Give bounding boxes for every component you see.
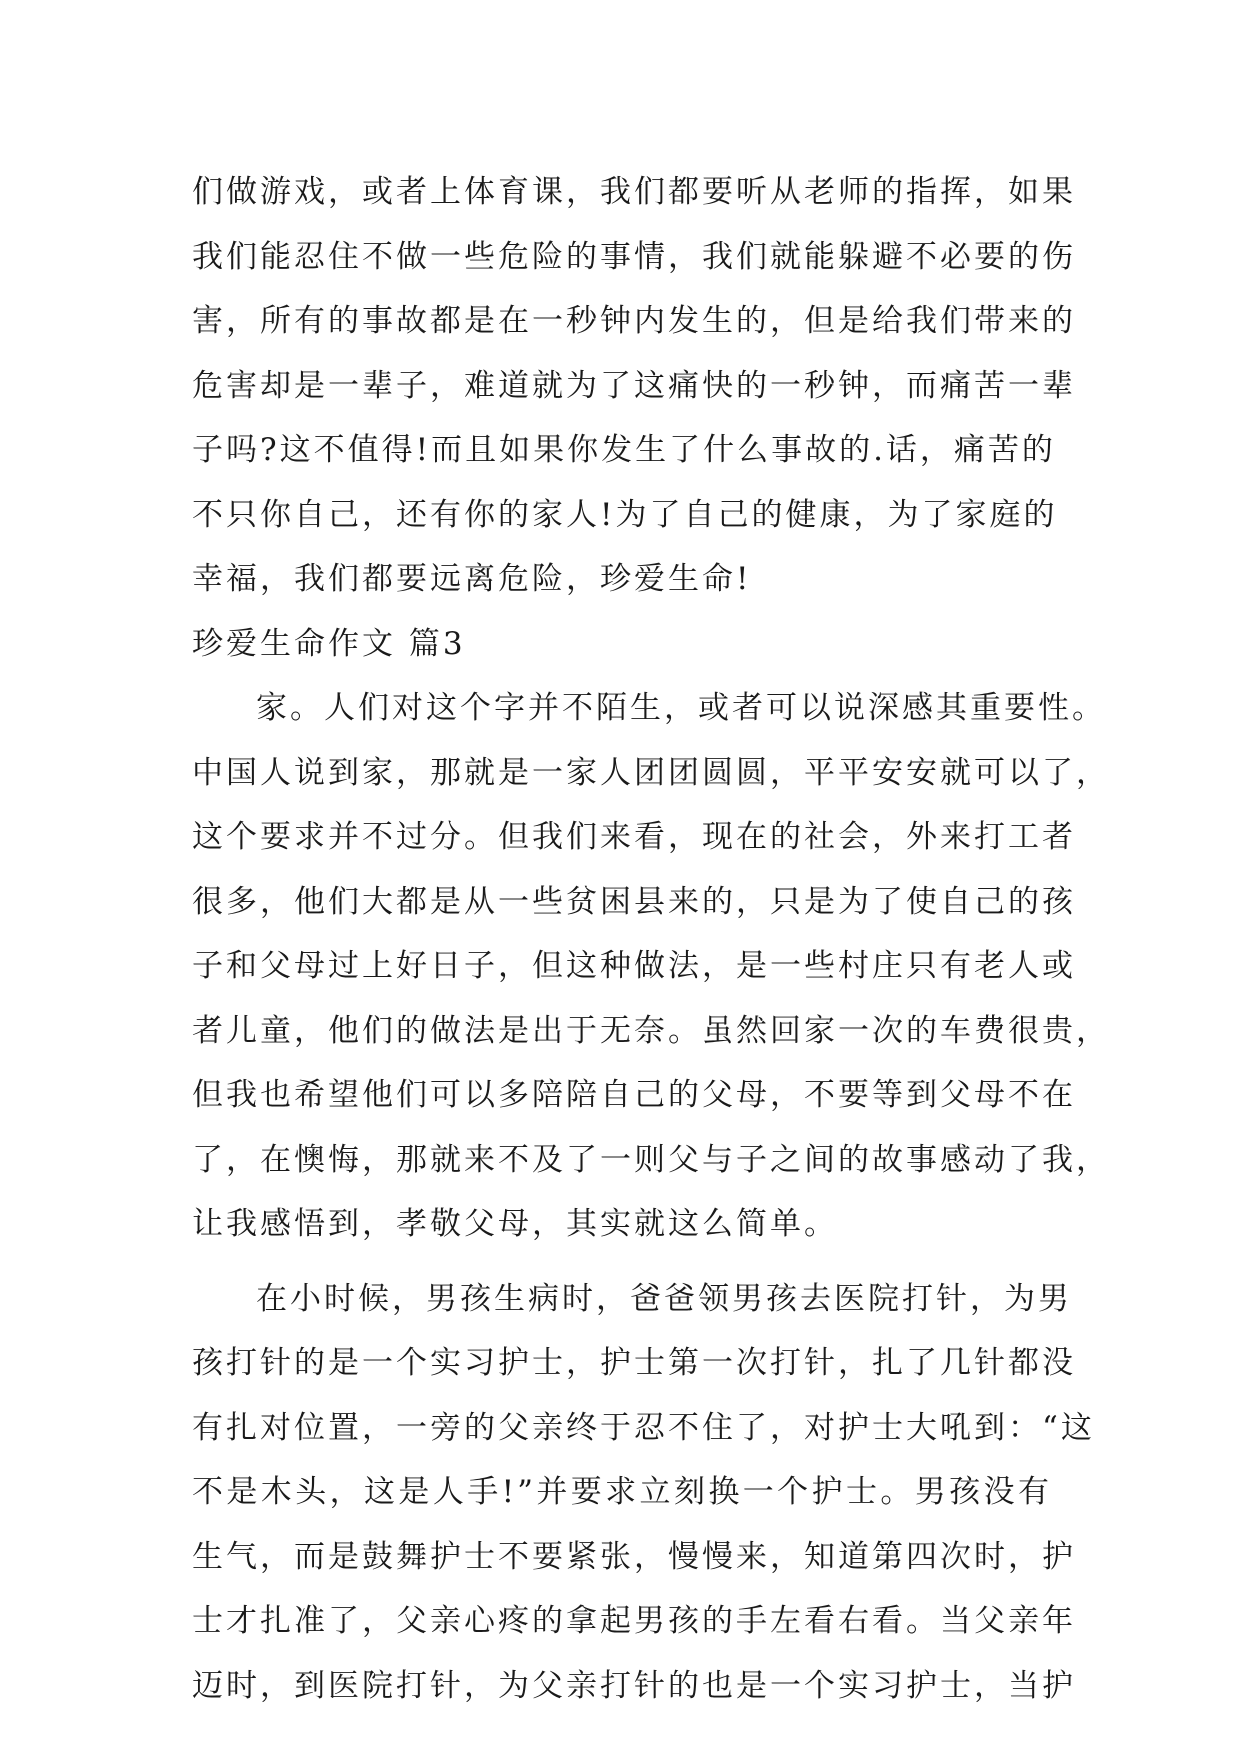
text-line: 不是木头，这是人手!”并要求立刻换一个护士。男孩没有 — [192, 1474, 1052, 1510]
text-line: 中国人说到家，那就是一家人团团圆圆，平平安安就可以了， — [192, 754, 1110, 791]
paragraph-spacer — [192, 1257, 1052, 1267]
text-line: 在小时候，男孩生病时，爸爸领男孩去医院打针，为男 — [256, 1280, 1072, 1317]
paragraph-story — [192, 1267, 1095, 1719]
text-line: 子吗?这不值得!而且如果你发生了什么事故的.话，痛苦的 — [192, 432, 1056, 468]
text-line: 但我也希望他们可以多陪陪自己的父母，不要等到父母不在 — [192, 1077, 1076, 1113]
text-line: 士才扎准了，父亲心疼的拿起男孩的手左看右看。当父亲年 — [192, 1603, 1076, 1639]
text-line: 了，在懊悔，那就来不及了一则父与子之间的故事感动了我， — [192, 1141, 1110, 1178]
text-line: 危害却是一辈子，难道就为了这痛快的一秒钟，而痛苦一辈 — [192, 367, 1076, 404]
section-heading: 珍爱生命作文 篇3 — [192, 625, 466, 662]
text-line: 迈时，到医院打针，为父亲打针的也是一个实习护士，当护 — [192, 1667, 1076, 1704]
text-line: 家。人们对这个字并不陌生，或者可以说深感其重要性。 — [256, 690, 1106, 726]
text-line: 子和父母过上好日子，但这种做法，是一些村庄只有老人或 — [192, 948, 1076, 984]
text-line: 幸福，我们都要远离危险，珍爱生命! — [192, 561, 752, 597]
text-line: 们做游戏，或者上体育课，我们都要听从老师的指挥，如果 — [192, 174, 1076, 210]
text-line: 不只你自己，还有你的家人!为了自己的健康，为了家庭的 — [192, 496, 1058, 533]
text-line: 孩打针的是一个实习护士，护士第一次打针，扎了几针都没 — [192, 1345, 1076, 1381]
text-line: 这个要求并不过分。但我们来看，现在的社会，外来打工者 — [192, 819, 1076, 855]
text-line: 我们能忍住不做一些危险的事情，我们就能躲避不必要的伤 — [192, 238, 1076, 275]
text-line: 很多，他们大都是从一些贫困县来的，只是为了使自己的孩 — [192, 883, 1076, 920]
document-body — [192, 160, 1110, 1718]
paragraph-continuation — [192, 160, 1076, 612]
paragraph-home — [192, 676, 1110, 1257]
text-line: 者儿童，他们的做法是出于无奈。虽然回家一次的车费很贵， — [192, 1012, 1110, 1049]
text-line: 让我感悟到，孝敬父母，其实就这么简单。 — [192, 1206, 838, 1242]
text-line: 害，所有的事故都是在一秒钟内发生的，但是给我们带来的 — [192, 303, 1076, 339]
text-line: 生气，而是鼓舞护士不要紧张，慢慢来，知道第四次时，护 — [192, 1538, 1076, 1575]
text-line: 有扎对位置，一旁的父亲终于忍不住了，对护士大吼到：“这 — [192, 1409, 1095, 1446]
